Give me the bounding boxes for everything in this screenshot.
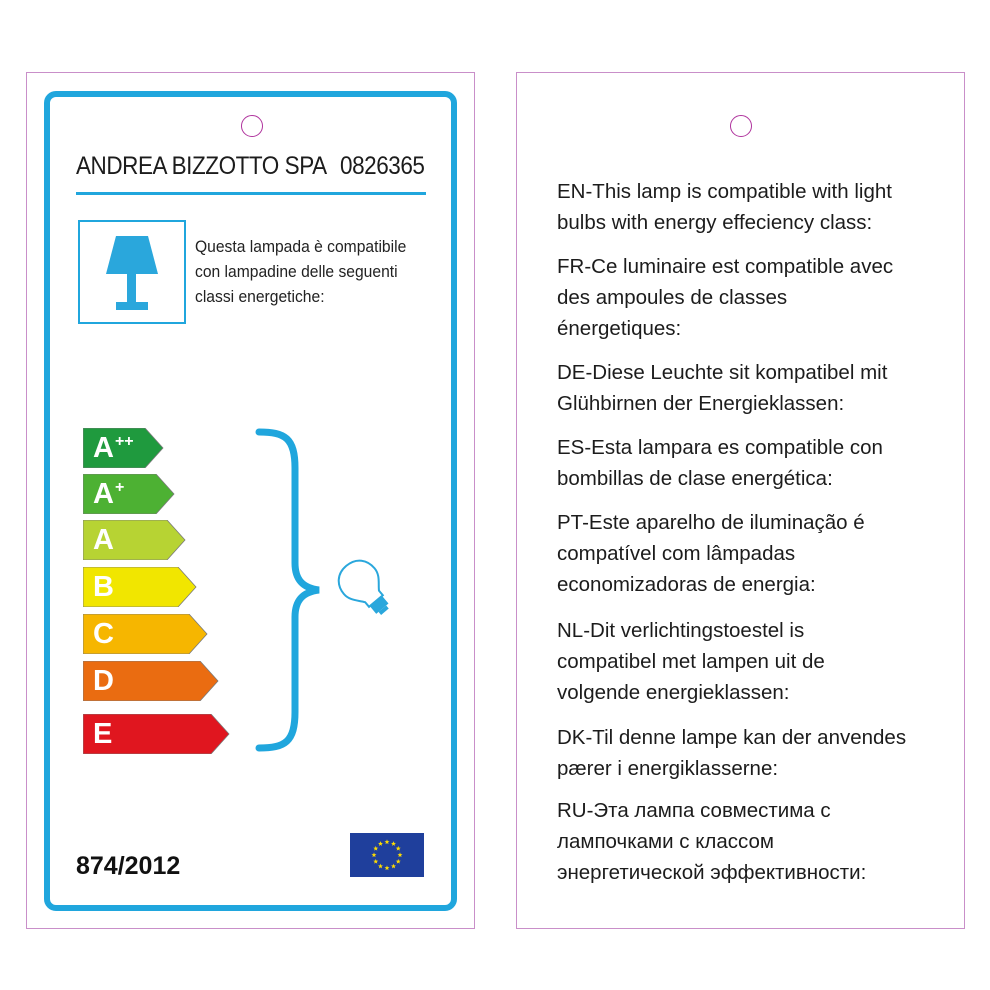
paragraph-pt bbox=[557, 507, 942, 600]
header-divider bbox=[76, 192, 426, 195]
energy-class-c bbox=[83, 614, 209, 654]
paragraph-en bbox=[557, 176, 942, 238]
energy-class-e bbox=[83, 714, 231, 754]
light-bulb-icon bbox=[332, 553, 398, 623]
text-line: economizadoras de energia: bbox=[557, 573, 816, 596]
text-line: лампочками с классом bbox=[557, 830, 774, 853]
energy-class-a-plus-plus bbox=[83, 428, 165, 468]
paragraph-de bbox=[557, 357, 942, 419]
text-line: volgende energieklassen: bbox=[557, 681, 790, 704]
text-line: bombillas de clase energética: bbox=[557, 467, 833, 490]
class-letter: A bbox=[93, 523, 114, 556]
compat-line: classi energetiche: bbox=[195, 287, 325, 306]
energy-class-a-plus bbox=[83, 474, 176, 514]
paragraph-ru bbox=[557, 795, 942, 888]
class-letter: A bbox=[93, 477, 114, 510]
company-name: ANDREA BIZZOTTO SPA bbox=[76, 152, 327, 180]
class-letter: B bbox=[93, 570, 114, 603]
energy-class-label bbox=[93, 428, 134, 468]
energy-class-label bbox=[93, 520, 114, 560]
text-line: PT-Este aparelho de iluminação é bbox=[557, 511, 865, 534]
energy-class-label bbox=[93, 714, 112, 754]
compat-line: Questa lampada è compatibile bbox=[195, 237, 407, 256]
text-line: énergetiques: bbox=[557, 317, 682, 340]
energy-class-label bbox=[93, 614, 114, 654]
class-superscript: ++ bbox=[114, 433, 134, 450]
eu-flag-icon bbox=[350, 833, 424, 877]
paragraph-nl bbox=[557, 615, 942, 708]
compat-text-it bbox=[195, 234, 425, 309]
energy-class-label bbox=[93, 661, 114, 701]
energy-class-d bbox=[83, 661, 220, 701]
energy-class-a bbox=[83, 520, 187, 560]
text-line: Glühbirnen der Energieklassen: bbox=[557, 392, 845, 415]
paragraph-fr bbox=[557, 251, 942, 344]
product-code: 0826365 bbox=[340, 152, 425, 180]
class-superscript: + bbox=[114, 479, 125, 496]
paragraph-es bbox=[557, 432, 942, 494]
table-lamp-icon bbox=[78, 220, 186, 324]
energy-class-label bbox=[93, 567, 114, 607]
text-line: ES-Esta lampara es compatible con bbox=[557, 436, 883, 459]
compat-line: con lampadine delle seguenti bbox=[195, 262, 398, 281]
text-line: DE-Diese Leuchte sit kompatibel mit bbox=[557, 361, 888, 384]
text-line: FR-Ce luminaire est compatible avec bbox=[557, 255, 894, 278]
bracket bbox=[255, 428, 335, 752]
text-line: NL-Dit verlichtingstoestel is bbox=[557, 619, 805, 642]
text-line: EN-This lamp is compatible with light bbox=[557, 180, 892, 203]
text-line: des ampoules de classes bbox=[557, 286, 788, 309]
paragraph-dk bbox=[557, 722, 942, 784]
class-letter: C bbox=[93, 617, 114, 650]
text-line: энергетической эффективности: bbox=[557, 861, 867, 884]
class-letter: E bbox=[93, 717, 113, 750]
energy-class-b bbox=[83, 567, 198, 607]
class-letter: D bbox=[93, 664, 114, 697]
energy-class-label bbox=[93, 474, 124, 514]
text-line: DK-Til denne lampe kan der anvendes bbox=[557, 726, 907, 749]
text-line: compatível com lâmpadas bbox=[557, 542, 796, 565]
hang-hole-right bbox=[730, 115, 752, 137]
text-line: bulbs with energy effeciency class: bbox=[557, 211, 873, 234]
text-line: compatibel met lampen uit de bbox=[557, 650, 825, 673]
class-letter: A bbox=[93, 431, 114, 464]
text-line: pærer i energiklasserne: bbox=[557, 757, 779, 780]
text-line: RU-Эта лампа совместима с bbox=[557, 799, 831, 822]
regulation-number: 874/2012 bbox=[76, 852, 181, 880]
